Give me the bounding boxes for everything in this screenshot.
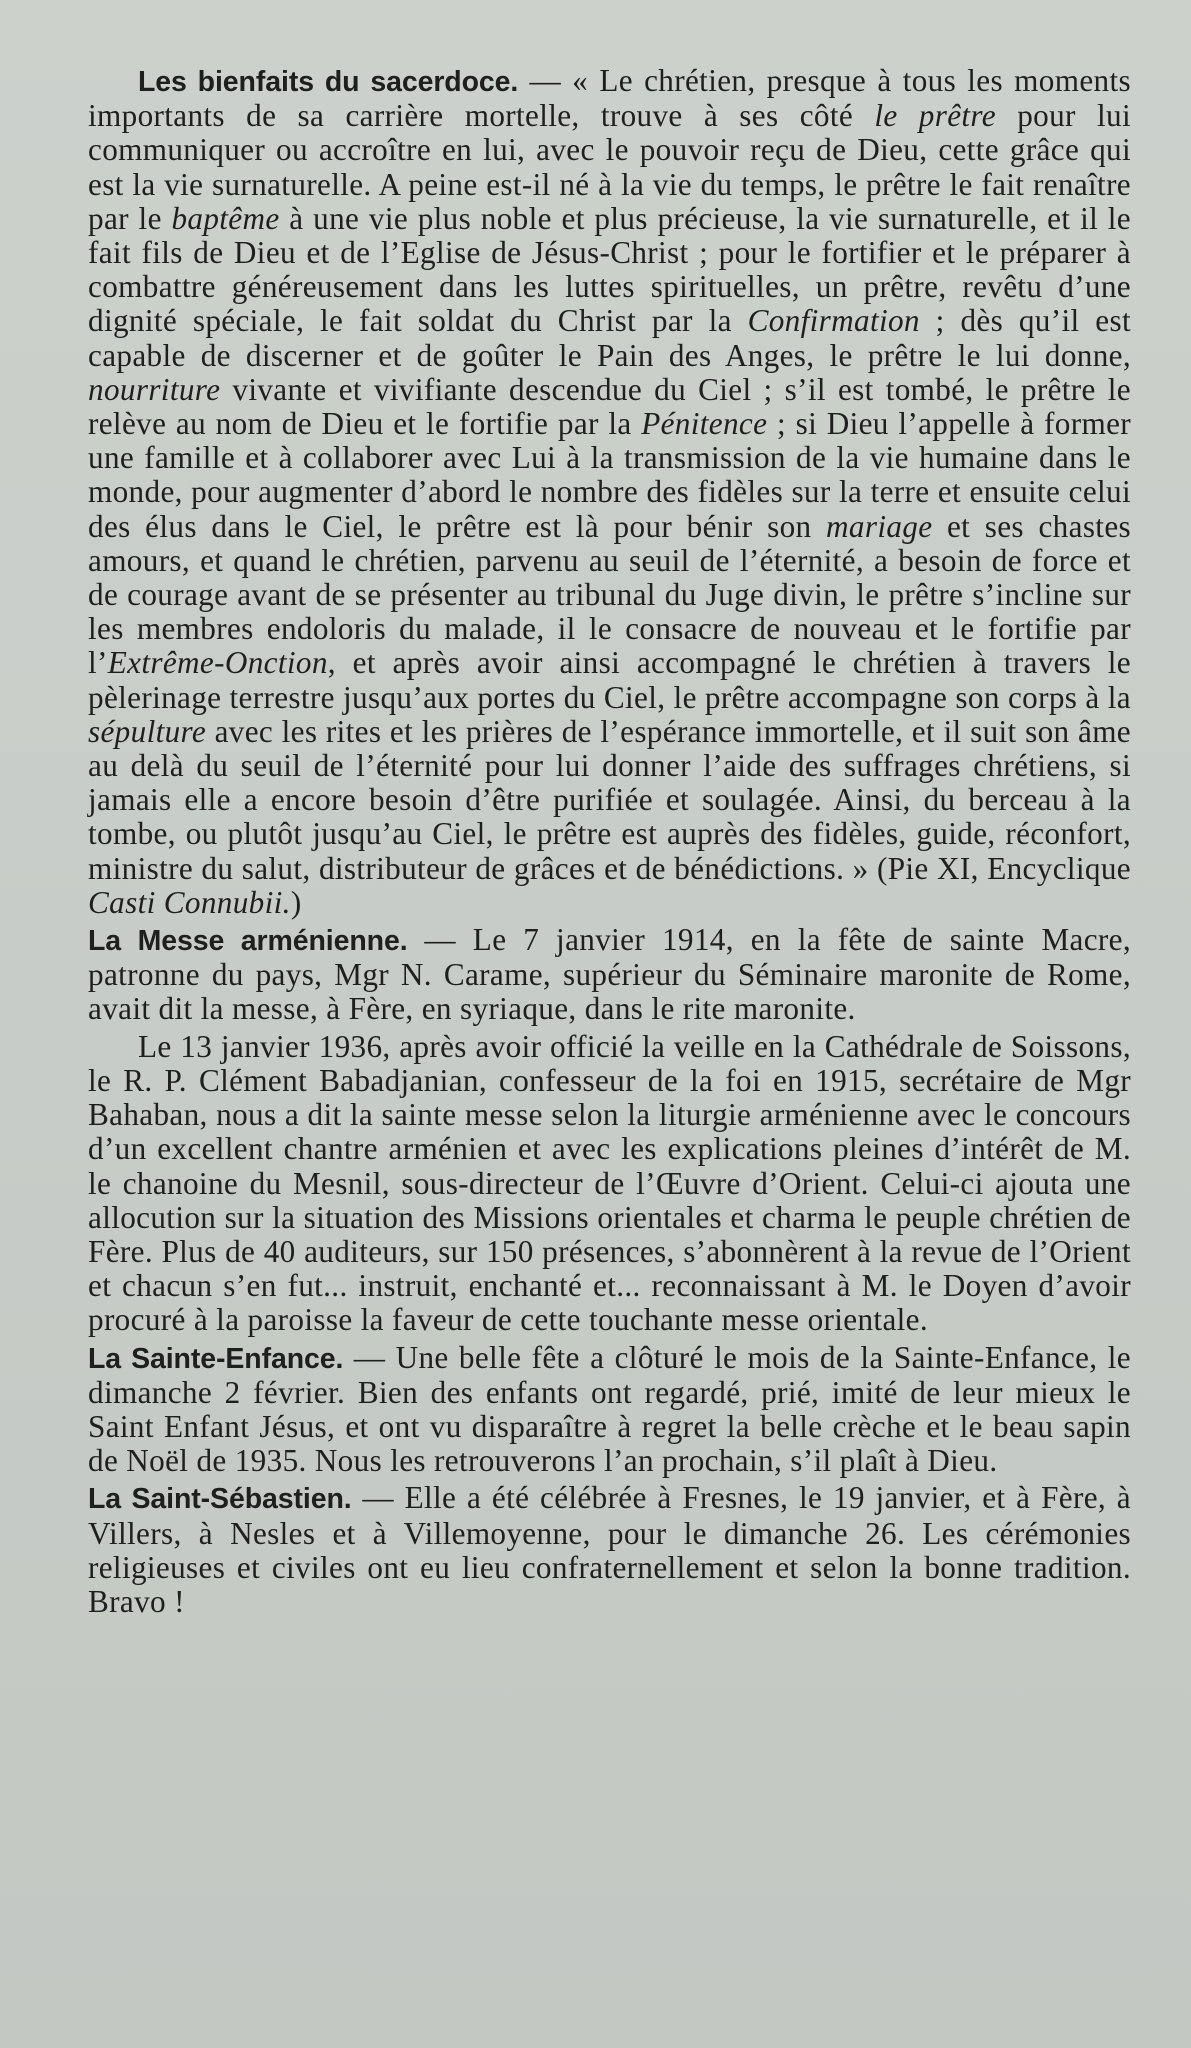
italic-term: Casti Connubii.: [88, 884, 291, 920]
paragraph-sainte-enfance: [88, 1341, 1131, 1479]
paragraph-messe-armenienne: [88, 923, 1131, 1027]
paragraph-bienfaits-sacerdoce: [88, 64, 1131, 920]
italic-term: nourriture: [88, 371, 221, 407]
body-text: et ses chastes amours, et quand le chrétien, parvenu au seuil de l’éternité, a besoin de force et de courage avant de se présenter au tribunal du Juge divin, le prêtre s’incline sur les membres endoloris du malade, il le consacre de nouveau et le fortifie par l’: [88, 508, 1131, 681]
body-text: — « Le chrétien, presque à tous les moments importants de sa carrière mortelle, trouve à ses côté: [88, 63, 1131, 134]
body-text: — Une belle fête a clôturé le mois de la Sainte-Enfance, le dimanche 2 février. Bien des enfants ont regardé, prié, imité de leur mieux le Saint Enfant Jésus, et ont vu disparaître à regret la belle crèche et le beau sapin de Noël de 1935. Nous les retrouverons l’an prochain, s’il plaît à Dieu.: [88, 1339, 1131, 1479]
italic-term: baptême: [171, 200, 280, 236]
section-heading: La Saint-Sébastien.: [88, 1483, 352, 1516]
body-text: à une vie plus noble et plus précieuse, la vie surnaturelle, et il le fait fils de Dieu et de l’Eglise de Jésus-Christ ; pour le fortifier et le préparer à combattre généreusement dans les luttes spirituelles, un prêtre, revêtu d’une dignité spéciale, le fait soldat du Christ par la: [88, 200, 1131, 339]
italic-term: le prêtre: [874, 98, 996, 134]
italic-term: Pénitence: [641, 406, 768, 442]
body-text: vivante et vivifiante descendue du Ciel ; s’il est tombé, le prêtre le relève au nom de Dieu et le fortifie par la: [88, 371, 1131, 442]
body-text: pour lui communiquer ou accroître en lui, avec le pouvoir reçu de Dieu, cette grâce qui est la vie surnaturelle. A peine est-il né à la vie du temps, le prêtre le fait renaître par le: [88, 98, 1131, 236]
section-heading: Les bienfaits du sacerdoce.: [138, 66, 519, 98]
paragraph-messe-armenienne-suite: [88, 1030, 1131, 1338]
body-text: Le 13 janvier 1936, après avoir officié la veille en la Cathédrale de Soissons, le R. P. Clément Babadjanian, confesseur de la foi en 1915, secrétaire de Mgr Bahaban, nous a dit la sainte messe selon la liturgie arménienne avec le concours d’un excellent chantre arménien et avec les explications pleines d’intérêt de M. le chanoine du Mesnil, sous-directeur de l’Œuvre d’Orient. Celui-ci ajouta une allocution sur la situation des Missions orientales et charma le peuple chrétien de Fère. Plus de 40 auditeurs, sur 150 présences, s’abonnèrent à la revue de l’Orient et chacun s’en fut... instruit, enchanté et... reconnaissant à M. le Doyen d’avoir procuré à la paroisse la faveur de cette touchante messe orientale.: [88, 1028, 1131, 1338]
italic-term: Confirmation: [747, 303, 920, 339]
italic-term: sépulture: [88, 713, 207, 749]
body-text: , et après avoir ainsi accompagné le chrétien à travers le pèlerinage terrestre jusqu’aux portes du Ciel, le prêtre accompagne son corps à la: [88, 645, 1131, 715]
body-text: — Elle a été célébrée à Fresnes, le 19 janvier, et à Fère, à Villers, à Nesles et à Villemoyenne, pour le dimanche 26. Les cérémonies religieuses et civiles ont eu lieu confraternellement et selon la bonne tradition. Bravo !: [88, 1480, 1131, 1619]
body-text: avec les rites et les prières de l’espérance immortelle, et il suit son âme au delà du seuil de l’éternité pour lui donner l’aide des suffrages chrétiens, si jamais elle a encore besoin d’être purifiée et soulagée. Ainsi, du berceau à la tombe, ou plutôt jusqu’au Ciel, le prêtre est auprès des fidèles, guide, réconfort, ministre du salut, distributeur de grâces et de bénédictions. » (Pie XI, Encyclique: [88, 713, 1131, 886]
section-heading: La Sainte-Enfance.: [88, 1342, 344, 1375]
section-heading: La Messe arménienne.: [88, 925, 408, 958]
italic-term: mariage: [826, 508, 933, 544]
italic-term: Extrême-Onction: [107, 645, 328, 681]
body-text: ; dès qu’il est capable de discerner et de goûter le Pain des Anges, le prêtre le lui donne,: [88, 303, 1131, 373]
body-text: — Le 7 janvier 1914, en la fête de sainte Macre, patronne du pays, Mgr N. Carame, supérieur du Séminaire maronite de Rome, avait dit la messe, à Fère, en syriaque, dans le rite maronite.: [88, 922, 1132, 1027]
paragraph-saint-sebastien: [88, 1481, 1131, 1619]
body-text: ): [290, 884, 302, 920]
body-text: ; si Dieu l’appelle à former une famille et à collaborer avec Lui à la transmission de la vie humaine dans le monde, pour augmenter d’abord le nombre des fidèles sur la terre et ensuite celui des élus dans le Ciel, le prêtre est là pour bénir son: [88, 406, 1132, 544]
